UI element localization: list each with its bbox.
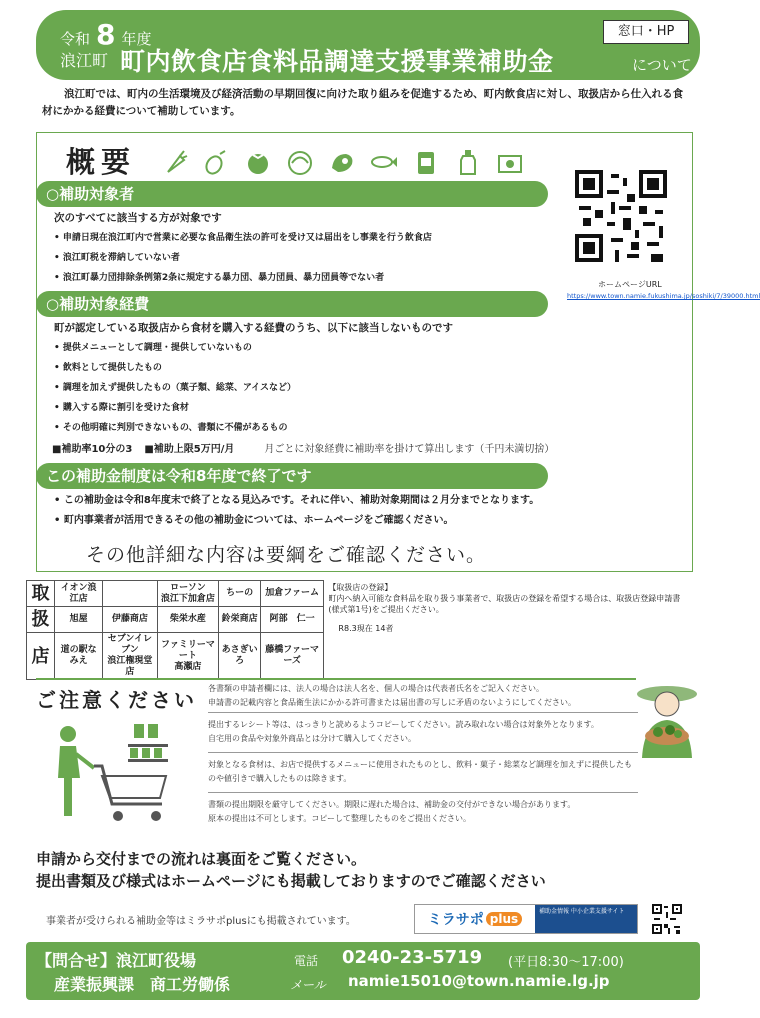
- flow-line: 申請から交付までの流れは裏面をご覧ください。: [36, 850, 367, 868]
- caution-block: 各書類の申請者欄には、法人の場合は法人名を、個人の場合は代表者氏名をご記入ください。 申請書の記載内容と食品衛生法にかかる許可書または届出書の写しに矛盾のないようにしてください。: [208, 684, 576, 707]
- info-title: 【取扱店の登録】: [328, 582, 393, 592]
- expense-item: • 購入する際に割引を受けた食材: [40, 398, 580, 418]
- reiwa-year: 8: [96, 18, 116, 51]
- divider: [208, 712, 638, 713]
- email-address[interactable]: namie15010@town.namie.lg.jp: [348, 972, 610, 990]
- end-item: • この補助金は令和8年度末で終了となる見込みです。それに伴い、補助対象期間は２月分までとなります。: [40, 491, 680, 511]
- info-body: 町内へ納入可能な食料品を取り扱う事業者で、取扱店の登録を希望する場合は、取扱店登録申請書(様式第1号)をご提出ください。: [328, 593, 681, 614]
- mirasapo-logo-plus: plus: [486, 912, 522, 926]
- store-cell: [103, 581, 157, 607]
- page-title: 町内飲食店食料品調達支援事業補助金: [120, 47, 554, 76]
- store-label-char: 取: [27, 581, 55, 607]
- mail-label: メール: [290, 978, 326, 992]
- store-cell: ローソン 浪江下加倉店: [157, 581, 219, 607]
- mirasapo-text: 事業者が受けられる補助金等はミラサポplusにも掲載されています。: [46, 916, 356, 927]
- target-heading: ○補助対象者: [36, 181, 548, 207]
- store-label-char: 店: [27, 633, 55, 680]
- homepage-url-link[interactable]: https://www.town.namie.fukushima.jp/soshiki/7/39000.html: [567, 292, 760, 300]
- flow-notice: [36, 848, 546, 892]
- expense-item: • 飲料として提供したもの: [40, 358, 580, 378]
- expense-item: • 提供メニューとして調理・提供していないもの: [40, 338, 580, 358]
- cabbage-icon: [286, 148, 314, 176]
- end-heading: この補助金制度は令和8年度で終了です: [36, 463, 548, 489]
- caution-title: ご注意ください: [36, 688, 197, 712]
- target-item: • 浪江町税を滞納していない者: [40, 248, 560, 268]
- store-label-char: 扱: [27, 607, 55, 633]
- mirasapo-qr-code[interactable]: [652, 904, 682, 934]
- channel-badge: 窓口・HP: [603, 20, 689, 44]
- contact-office: 【問合せ】浪江町役場: [36, 951, 197, 970]
- office-hours: (平日8:30～17:00): [508, 955, 624, 970]
- mirasapo-blue-box: 補助金情報 中小企業支援サイト: [535, 905, 637, 933]
- farmer-illustration: [632, 680, 702, 760]
- caution-block: 提出するレシート等は、はっきりと読めるようコピーしてください。読み取れない場合は対象外となります。 自宅用の食品や対象外商品とは分けて購入してください。: [208, 720, 599, 743]
- subsidy-rate: ■補助率10分の3: [52, 444, 133, 455]
- subsidy-limit: ■補助上限5万円/月: [144, 444, 235, 455]
- store-cell: 伊藤商店: [103, 607, 157, 633]
- target-section: [40, 208, 560, 288]
- end-section: [40, 491, 680, 531]
- store-cell: 加倉ファーム: [260, 581, 324, 607]
- end-item: • 町内事業者が活用できるその他の補助金については、ホームページをご確認ください。: [40, 511, 680, 531]
- store-cell: 旭屋: [55, 607, 103, 633]
- store-cell: 柴栄水産: [157, 607, 219, 633]
- divider: [208, 792, 638, 793]
- divider: [36, 678, 636, 680]
- qr-label: ホームページURL: [598, 280, 662, 289]
- store-count: R8.3現在 14者: [338, 623, 394, 633]
- closing-note: その他詳細な内容は要綱をご確認ください。: [86, 544, 487, 566]
- expense-lead: 町が認定している取扱店から食材を購入する経費のうち、以下に該当しないものです: [54, 322, 453, 334]
- store-cell: 阿部 仁一: [260, 607, 324, 633]
- mirasapo-logo-text: ミラサポ: [427, 912, 484, 928]
- divider: [208, 752, 638, 753]
- expense-item: • 調理を加えず提供したもの（菓子類、総菜、アイスなど）: [40, 378, 580, 398]
- rate-line: [52, 440, 566, 455]
- rice-bag-icon: [412, 148, 440, 176]
- eggplant-icon: [202, 148, 230, 176]
- expense-item: • その他明確に判別できないもの、書類に不備があるもの: [40, 418, 580, 438]
- caution-block: 対象となる食材は、お店で提供するメニューに使用されたものとし、飲料・菓子・総菜など調理を加えずに提供したものや値引きで購入したものは除きます。: [208, 760, 632, 783]
- intro-text: 浪江町では、町内の生活環境及び経済活動の早期回復に向けた取り組みを促進するため、町内飲食店に対し、取扱店から仕入れる食材にかかる経費について補助しています。: [42, 88, 684, 117]
- outline-title: 概要: [66, 145, 137, 179]
- contact-department: 産業振興課 商工労働係: [54, 975, 231, 994]
- store-cell: 鈴栄商店: [219, 607, 260, 633]
- bottle-icon: [454, 148, 482, 176]
- store-table: [26, 580, 693, 680]
- store-registration-info: [324, 581, 693, 680]
- expense-section: [40, 318, 580, 438]
- homepage-qr-code[interactable]: [571, 166, 671, 266]
- header-banner: [36, 10, 700, 80]
- target-lead: 次のすべてに該当する方が対象です: [54, 212, 222, 224]
- store-cell: 道の駅なみえ: [55, 633, 103, 680]
- store-cell: あさぎいろ: [219, 633, 260, 680]
- target-item: • 浪江町暴力団排除条例第2条に規定する暴力団、暴力団員、暴力団員等でない者: [40, 268, 560, 288]
- milk-carton-icon: [496, 148, 524, 176]
- rate-note: 月ごとに対象経費に補助率を掛けて算出します（千円未満切捨）: [264, 444, 555, 455]
- target-item: • 申請日現在浪江町内で営業に必要な食品衛生法の許可を受け又は届出をし事業を行う飲食店: [40, 228, 560, 248]
- store-cell: セブンイレブン 浪江権現堂店: [103, 633, 157, 680]
- flow-line: 提出書類及び様式はホームページにも掲載しておりますのでご確認ください: [36, 872, 546, 890]
- mirasapo-logo: [415, 905, 535, 933]
- mirasapo-banner[interactable]: [414, 904, 638, 934]
- store-cell: イオン浪江店: [55, 581, 103, 607]
- town-name: 浪江町: [60, 51, 109, 70]
- tomato-icon: [244, 148, 272, 176]
- store-cell: 藤橋ファーマーズ: [260, 633, 324, 680]
- reiwa-prefix: 令和: [60, 30, 91, 48]
- phone-number[interactable]: 0240-23-5719: [342, 947, 483, 968]
- meat-icon: [328, 148, 356, 176]
- reiwa-suffix: 年度: [121, 30, 152, 48]
- store-cell: ちーの: [219, 581, 260, 607]
- table-row: [27, 581, 694, 607]
- title-suffix: について: [632, 56, 692, 74]
- contact-footer: [26, 942, 700, 1000]
- carrot-icon: [160, 148, 188, 176]
- caution-block: 書類の提出期限を厳守してください。期限に遅れた場合は、補助金の交付ができない場合があります。 原本の提出は不可とします。コピーして整理したものをご提出ください。: [208, 800, 576, 823]
- fish-icon: [370, 148, 398, 176]
- food-icons: [160, 148, 524, 176]
- shopper-cart-icon: [38, 716, 178, 836]
- store-cell: ファミリーマート 高瀬店: [157, 633, 219, 680]
- expense-heading: ○補助対象経費: [36, 291, 548, 317]
- tel-label: 電話: [294, 954, 319, 968]
